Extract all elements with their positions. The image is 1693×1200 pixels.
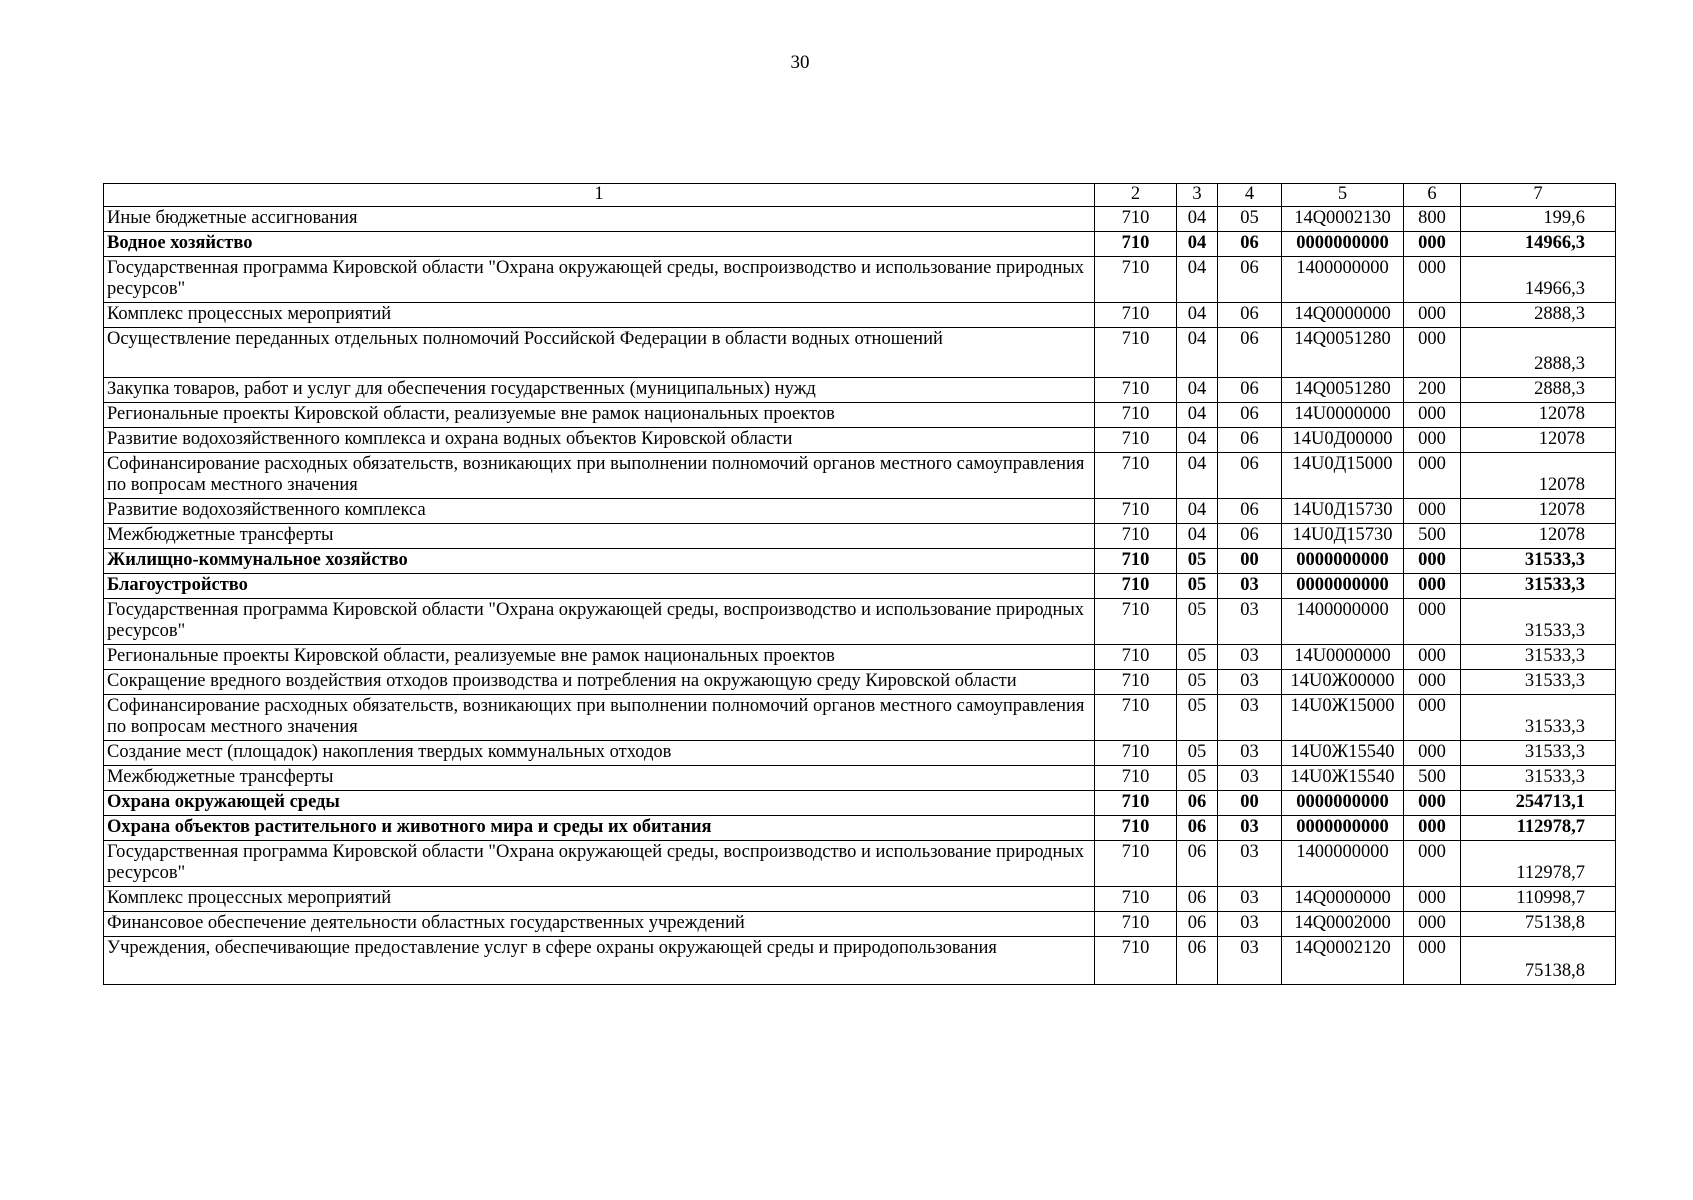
section-code-cell: 06 [1177,887,1218,912]
ministry-code-cell: 710 [1095,645,1177,670]
expense-type-cell: 000 [1404,599,1461,645]
expense-type-cell: 000 [1404,257,1461,303]
expense-name-cell: Государственная программа Кировской области "Охрана окружающей среды, воспроизводство и использование природных ресурсов" [104,841,1095,887]
ministry-code-cell: 710 [1095,599,1177,645]
subsection-code-cell: 06 [1218,524,1282,549]
section-code-cell: 05 [1177,670,1218,695]
ministry-code-cell: 710 [1095,791,1177,816]
table-row [104,428,1616,453]
expense-name-cell: Иные бюджетные ассигнования [104,207,1095,232]
subsection-code-cell: 03 [1218,645,1282,670]
section-code-cell: 05 [1177,766,1218,791]
expense-name-cell: Развитие водохозяйственного комплекса [104,499,1095,524]
ministry-code-cell: 710 [1095,428,1177,453]
ministry-code-cell: 710 [1095,328,1177,378]
amount-cell: 12078 [1461,428,1616,453]
section-code-cell: 04 [1177,257,1218,303]
table-row [104,328,1616,378]
section-code-cell: 06 [1177,937,1218,985]
table-row [104,524,1616,549]
expense-name-cell: Государственная программа Кировской области "Охрана окружающей среды, воспроизводство и использование природных ресурсов" [104,599,1095,645]
column-header: 6 [1404,184,1461,207]
amount-cell: 12078 [1461,524,1616,549]
subsection-code-cell: 03 [1218,574,1282,599]
subsection-code-cell: 03 [1218,766,1282,791]
section-code-cell: 05 [1177,695,1218,741]
section-code-cell: 05 [1177,549,1218,574]
target-article-cell: 14Q0000000 [1282,303,1404,328]
target-article-cell: 1400000000 [1282,257,1404,303]
ministry-code-cell: 710 [1095,937,1177,985]
table-row [104,791,1616,816]
table-row [104,257,1616,303]
target-article-cell: 0000000000 [1282,574,1404,599]
expense-name-cell: Софинансирование расходных обязательств, возникающих при выполнении полномочий органов местного самоуправления по вопросам местного значения [104,453,1095,499]
ministry-code-cell: 710 [1095,257,1177,303]
target-article-cell: 1400000000 [1282,841,1404,887]
budget-table [103,183,1616,985]
ministry-code-cell: 710 [1095,766,1177,791]
amount-cell: 112978,7 [1461,816,1616,841]
amount-cell: 112978,7 [1461,841,1616,887]
section-code-cell: 04 [1177,232,1218,257]
column-header: 7 [1461,184,1616,207]
table-row [104,912,1616,937]
expense-name-cell: Жилищно-коммунальное хозяйство [104,549,1095,574]
expense-type-cell: 000 [1404,328,1461,378]
amount-cell: 31533,3 [1461,670,1616,695]
subsection-code-cell: 03 [1218,741,1282,766]
subsection-code-cell: 03 [1218,912,1282,937]
section-code-cell: 05 [1177,599,1218,645]
target-article-cell: 14U0Ж15540 [1282,766,1404,791]
table-row [104,695,1616,741]
expense-type-cell: 000 [1404,453,1461,499]
expense-type-cell: 000 [1404,695,1461,741]
table-body [104,207,1616,985]
subsection-code-cell: 00 [1218,791,1282,816]
subsection-code-cell: 06 [1218,328,1282,378]
target-article-cell: 14U0Ж15000 [1282,695,1404,741]
column-header: 2 [1095,184,1177,207]
expense-name-cell: Развитие водохозяйственного комплекса и охрана водных объектов Кировской области [104,428,1095,453]
expense-type-cell: 000 [1404,816,1461,841]
table-row [104,232,1616,257]
target-article-cell: 14U0Д15730 [1282,524,1404,549]
target-article-cell: 14Q0051280 [1282,378,1404,403]
expense-type-cell: 000 [1404,937,1461,985]
expense-name-cell: Государственная программа Кировской области "Охрана окружающей среды, воспроизводство и использование природных ресурсов" [104,257,1095,303]
expense-type-cell: 000 [1404,645,1461,670]
section-code-cell: 04 [1177,403,1218,428]
expense-name-cell: Региональные проекты Кировской области, реализуемые вне рамок национальных проектов [104,403,1095,428]
table-row [104,453,1616,499]
expense-type-cell: 000 [1404,912,1461,937]
ministry-code-cell: 710 [1095,912,1177,937]
expense-type-cell: 000 [1404,791,1461,816]
table-row [104,766,1616,791]
subsection-code-cell: 03 [1218,937,1282,985]
target-article-cell: 14Q0002130 [1282,207,1404,232]
table-row [104,841,1616,887]
subsection-code-cell: 03 [1218,816,1282,841]
expense-type-cell: 000 [1404,574,1461,599]
ministry-code-cell: 710 [1095,303,1177,328]
amount-cell: 31533,3 [1461,574,1616,599]
section-code-cell: 05 [1177,645,1218,670]
table-header-row [104,184,1616,207]
amount-cell: 12078 [1461,499,1616,524]
amount-cell: 31533,3 [1461,599,1616,645]
table-row [104,303,1616,328]
amount-cell: 199,6 [1461,207,1616,232]
ministry-code-cell: 710 [1095,524,1177,549]
target-article-cell: 0000000000 [1282,816,1404,841]
section-code-cell: 04 [1177,328,1218,378]
ministry-code-cell: 710 [1095,232,1177,257]
expense-name-cell: Комплекс процессных мероприятий [104,887,1095,912]
subsection-code-cell: 06 [1218,499,1282,524]
expense-type-cell: 000 [1404,428,1461,453]
amount-cell: 2888,3 [1461,328,1616,378]
amount-cell: 12078 [1461,453,1616,499]
expense-type-cell: 200 [1404,378,1461,403]
amount-cell: 31533,3 [1461,549,1616,574]
amount-cell: 110998,7 [1461,887,1616,912]
column-header: 4 [1218,184,1282,207]
target-article-cell: 14Q0002000 [1282,912,1404,937]
target-article-cell: 14U0Д00000 [1282,428,1404,453]
target-article-cell: 1400000000 [1282,599,1404,645]
ministry-code-cell: 710 [1095,403,1177,428]
ministry-code-cell: 710 [1095,670,1177,695]
subsection-code-cell: 06 [1218,232,1282,257]
expense-name-cell: Охрана объектов растительного и животного мира и среды их обитания [104,816,1095,841]
target-article-cell: 14U0Д15000 [1282,453,1404,499]
subsection-code-cell: 03 [1218,599,1282,645]
column-header: 1 [104,184,1095,207]
target-article-cell: 14Q0000000 [1282,887,1404,912]
ministry-code-cell: 710 [1095,841,1177,887]
ministry-code-cell: 710 [1095,741,1177,766]
subsection-code-cell: 03 [1218,695,1282,741]
ministry-code-cell: 710 [1095,816,1177,841]
amount-cell: 12078 [1461,403,1616,428]
subsection-code-cell: 06 [1218,428,1282,453]
table-row [104,937,1616,985]
target-article-cell: 14U0000000 [1282,645,1404,670]
section-code-cell: 04 [1177,378,1218,403]
target-article-cell: 14U0Д15730 [1282,499,1404,524]
section-code-cell: 06 [1177,816,1218,841]
amount-cell: 75138,8 [1461,912,1616,937]
expense-name-cell: Создание мест (площадок) накопления твердых коммунальных отходов [104,741,1095,766]
table-row [104,549,1616,574]
target-article-cell: 0000000000 [1282,791,1404,816]
amount-cell: 31533,3 [1461,741,1616,766]
subsection-code-cell: 06 [1218,403,1282,428]
expense-type-cell: 000 [1404,549,1461,574]
ministry-code-cell: 710 [1095,695,1177,741]
expense-type-cell: 000 [1404,887,1461,912]
table-row [104,378,1616,403]
section-code-cell: 05 [1177,574,1218,599]
table-row [104,403,1616,428]
expense-name-cell: Охрана окружающей среды [104,791,1095,816]
target-article-cell: 14U0000000 [1282,403,1404,428]
expense-name-cell: Закупка товаров, работ и услуг для обеспечения государственных (муниципальных) нужд [104,378,1095,403]
expense-type-cell: 000 [1404,403,1461,428]
expense-name-cell: Межбюджетные трансферты [104,524,1095,549]
section-code-cell: 04 [1177,524,1218,549]
subsection-code-cell: 03 [1218,670,1282,695]
ministry-code-cell: 710 [1095,453,1177,499]
section-code-cell: 04 [1177,453,1218,499]
table-row [104,574,1616,599]
target-article-cell: 14Q0002120 [1282,937,1404,985]
expense-type-cell: 000 [1404,303,1461,328]
target-article-cell: 0000000000 [1282,232,1404,257]
expense-name-cell: Межбюджетные трансферты [104,766,1095,791]
table-row [104,887,1616,912]
expense-name-cell: Осуществление переданных отдельных полномочий Российской Федерации в области водных отношений [104,328,1095,378]
subsection-code-cell: 06 [1218,378,1282,403]
expense-type-cell: 000 [1404,232,1461,257]
subsection-code-cell: 00 [1218,549,1282,574]
section-code-cell: 04 [1177,428,1218,453]
amount-cell: 14966,3 [1461,257,1616,303]
section-code-cell: 04 [1177,303,1218,328]
subsection-code-cell: 03 [1218,841,1282,887]
expense-name-cell: Региональные проекты Кировской области, реализуемые вне рамок национальных проектов [104,645,1095,670]
amount-cell: 31533,3 [1461,695,1616,741]
section-code-cell: 06 [1177,841,1218,887]
table-row [104,645,1616,670]
column-header: 3 [1177,184,1218,207]
subsection-code-cell: 06 [1218,257,1282,303]
page-number: 30 [790,52,810,73]
subsection-code-cell: 03 [1218,887,1282,912]
amount-cell: 2888,3 [1461,303,1616,328]
expense-type-cell: 000 [1404,841,1461,887]
section-code-cell: 06 [1177,912,1218,937]
expense-type-cell: 500 [1404,524,1461,549]
ministry-code-cell: 710 [1095,887,1177,912]
expense-type-cell: 500 [1404,766,1461,791]
expense-name-cell: Водное хозяйство [104,232,1095,257]
expense-name-cell: Благоустройство [104,574,1095,599]
target-article-cell: 14Q0051280 [1282,328,1404,378]
expense-name-cell: Сокращение вредного воздействия отходов производства и потребления на окружающую среду Кировской области [104,670,1095,695]
amount-cell: 75138,8 [1461,937,1616,985]
ministry-code-cell: 710 [1095,574,1177,599]
expense-type-cell: 800 [1404,207,1461,232]
subsection-code-cell: 05 [1218,207,1282,232]
amount-cell: 2888,3 [1461,378,1616,403]
expense-type-cell: 000 [1404,670,1461,695]
amount-cell: 31533,3 [1461,766,1616,791]
section-code-cell: 05 [1177,741,1218,766]
section-code-cell: 06 [1177,791,1218,816]
column-header: 5 [1282,184,1404,207]
expense-type-cell: 000 [1404,741,1461,766]
ministry-code-cell: 710 [1095,499,1177,524]
target-article-cell: 14U0Ж00000 [1282,670,1404,695]
table-row [104,599,1616,645]
ministry-code-cell: 710 [1095,549,1177,574]
expense-name-cell: Финансовое обеспечение деятельности областных государственных учреждений [104,912,1095,937]
expense-name-cell: Комплекс процессных мероприятий [104,303,1095,328]
table-row [104,670,1616,695]
amount-cell: 254713,1 [1461,791,1616,816]
table-row [104,816,1616,841]
ministry-code-cell: 710 [1095,207,1177,232]
table-row [104,741,1616,766]
table-row [104,207,1616,232]
expense-name-cell: Софинансирование расходных обязательств, возникающих при выполнении полномочий органов местного самоуправления по вопросам местного значения [104,695,1095,741]
expense-name-cell: Учреждения, обеспечивающие предоставление услуг в сфере охраны окружающей среды и природопользования [104,937,1095,985]
amount-cell: 31533,3 [1461,645,1616,670]
target-article-cell: 0000000000 [1282,549,1404,574]
table-row [104,499,1616,524]
section-code-cell: 04 [1177,207,1218,232]
section-code-cell: 04 [1177,499,1218,524]
amount-cell: 14966,3 [1461,232,1616,257]
ministry-code-cell: 710 [1095,378,1177,403]
expense-type-cell: 000 [1404,499,1461,524]
target-article-cell: 14U0Ж15540 [1282,741,1404,766]
subsection-code-cell: 06 [1218,453,1282,499]
subsection-code-cell: 06 [1218,303,1282,328]
